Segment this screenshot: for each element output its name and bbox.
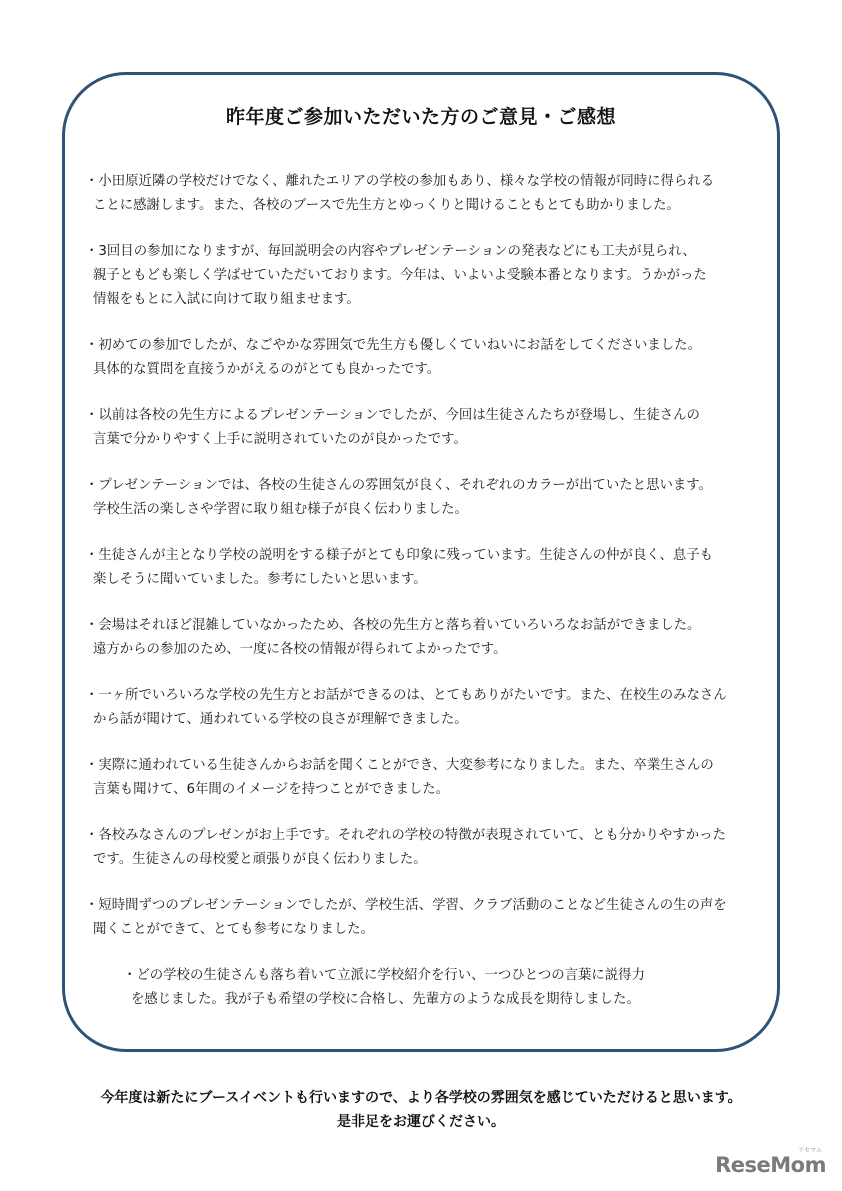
resemom-logo xyxy=(715,1147,826,1177)
comment-line: ・生徒さんが主となり学校の説明をする様子がとても印象に残っています。生徒さんの仲が良く、息子も xyxy=(85,548,714,563)
comment-item xyxy=(85,334,765,382)
comment-line: ・どの学校の生徒さんも落ち着いて立派に学校紹介を行い、一つひとつの言葉に説得力 xyxy=(123,968,645,983)
comment-item xyxy=(85,404,765,452)
footer-message xyxy=(0,1086,842,1134)
comment-line: 親子ともども楽しく学ばせていただいております。今年は、いよいよ受験本番となります。うかがった xyxy=(93,268,707,283)
comment-line: ・3回目の参加になりますが、毎回説明会の内容やプレゼンテーションの発表などにも工夫が見られ、 xyxy=(85,244,696,259)
comment-line: ・以前は各校の先生方によるプレゼンテーションでしたが、今回は生徒さんたちが登場し、生徒さんの xyxy=(85,408,700,423)
logo-text: ReseMom xyxy=(715,1153,826,1177)
footer-line: 是非足をお運びください。 xyxy=(337,1114,505,1130)
comment-line: ・各校みなさんのプレゼンがお上手です。それぞれの学校の特徴が表現されていて、とも分かりやすかった xyxy=(85,828,726,843)
comment-line: ・初めての参加でしたが、なごやかな雰囲気で先生方も優しくていねいにお話をしてくださいました。 xyxy=(85,338,701,353)
comment-item xyxy=(85,754,765,802)
comment-line: 言葉も聞けて、6年間のイメージを持つことができました。 xyxy=(93,782,450,797)
comment-item xyxy=(85,614,765,662)
comment-line: ・実際に通われている生徒さんからお話を聞くことができ、大変参考になりました。また、卒業生さんの xyxy=(85,758,714,773)
comment-item xyxy=(85,824,765,872)
comment-line: ・小田原近隣の学校だけでなく、離れたエリアの学校の参加もあり、様々な学校の情報が同時に得られる xyxy=(85,174,715,189)
footer-line: 今年度は新たにブースイベントも行いますので、より各学校の雰囲気を感じていただけると思います。 xyxy=(100,1090,742,1106)
comment-line: ・会場はそれほど混雑していなかったため、各校の先生方と落ち着いていろいろなお話ができました。 xyxy=(85,618,701,633)
comment-item xyxy=(85,170,765,218)
comment-item xyxy=(85,240,765,312)
comments-frame xyxy=(62,72,780,1052)
comment-line: 聞くことができて、とても参考になりました。 xyxy=(93,922,374,937)
logo-ruby: リセマム xyxy=(798,1147,822,1154)
comment-list xyxy=(85,170,765,1034)
comment-item xyxy=(85,894,765,942)
comment-line: 言葉で分かりやすく上手に説明されていたのが良かったです。 xyxy=(93,432,467,447)
comment-line: ・短時間ずつのプレゼンテーションでしたが、学校生活、学習、クラブ活動のことなど生徒さんの生の声を xyxy=(85,898,727,913)
comment-line: 具体的な質問を直接うかがえるのがとても良かったです。 xyxy=(93,362,441,377)
comment-line: 学校生活の楽しさや学習に取り組む様子が良く伝わりました。 xyxy=(93,502,468,517)
comment-line: です。生徒さんの母校愛と頑張りが良く伝わりました。 xyxy=(93,852,427,867)
comment-line: ・一ヶ所でいろいろな学校の先生方とお話ができるのは、とてもありがたいです。また、在校生のみなさん xyxy=(85,688,727,703)
comment-line: 遠方からの参加のため、一度に各校の情報が得られてよかったです。 xyxy=(93,642,507,657)
comment-item xyxy=(85,474,765,522)
frame-title: 昨年度ご参加いただいた方のご意見・ご感想 xyxy=(225,106,616,128)
comment-item xyxy=(123,964,803,1012)
comment-line: 楽しそうに聞いていました。参考にしたいと思います。 xyxy=(93,572,427,587)
comment-item xyxy=(85,684,765,732)
comment-line: ことに感謝します。また、各校のブースで先生方とゆっくりと聞けることもとても助かりました。 xyxy=(93,198,680,213)
comment-line: 情報をもとに入試に向けて取り組ませます。 xyxy=(93,292,360,307)
comment-line: から話が聞けて、通われている学校の良さが理解できました。 xyxy=(93,712,468,727)
comment-line: を感じました。我が子も希望の学校に合格し、先輩方のような成長を期待しました。 xyxy=(131,992,640,1007)
comment-line: ・プレゼンテーションでは、各校の生徒さんの雰囲気が良く、それぞれのカラーが出ていたと思います。 xyxy=(85,478,712,493)
comment-item xyxy=(85,544,765,592)
